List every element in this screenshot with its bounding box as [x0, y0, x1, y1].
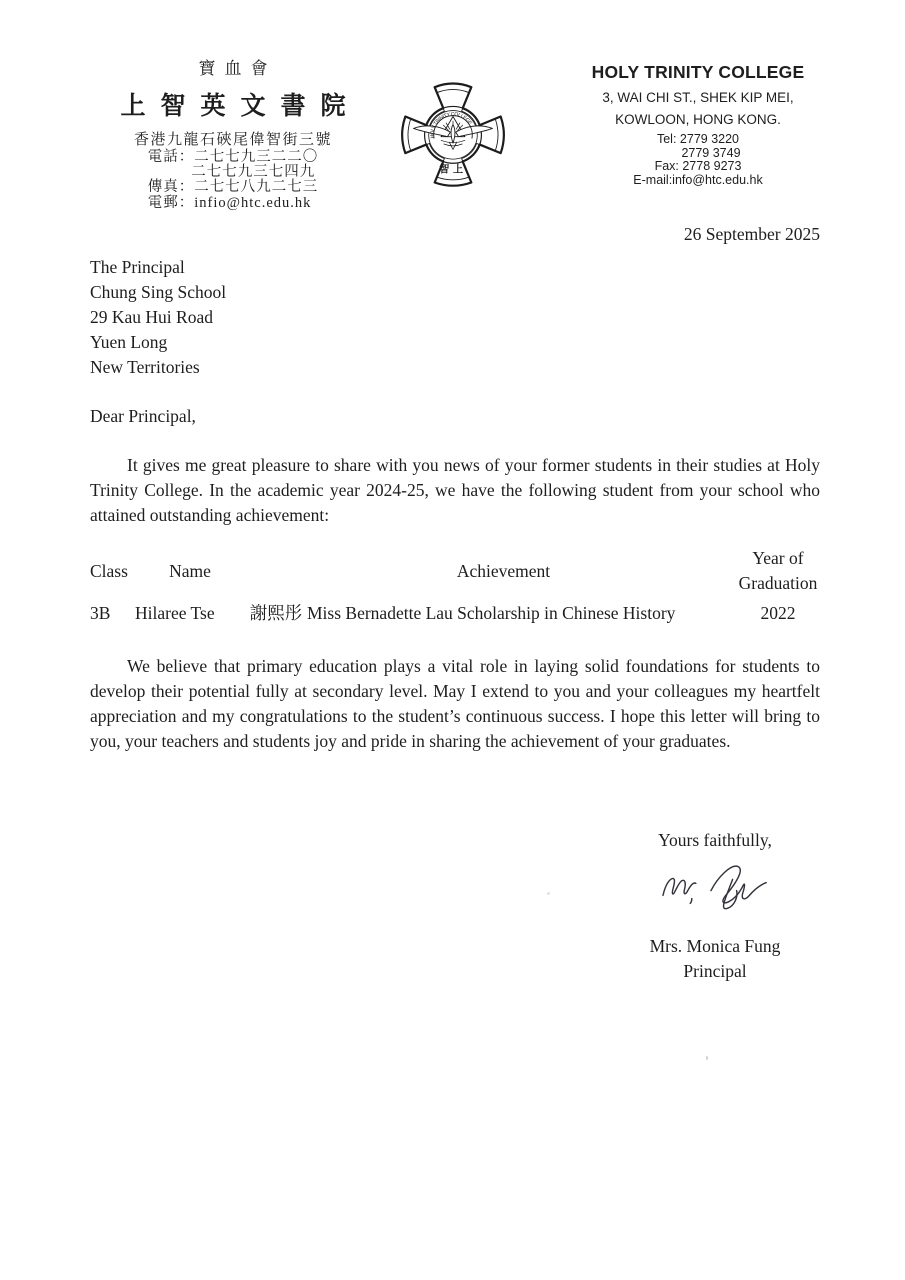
english-letterhead	[553, 62, 843, 187]
crest-dove-right-wing	[456, 126, 493, 137]
header-year-of-graduation	[700, 546, 820, 596]
body-paragraph-1: It gives me great pleasure to share with you news of your former students in their studies at Holy Trinity College. In the academic year 2024-25, we have the following student from your school who attained outstanding achievement:	[90, 455, 820, 525]
table-header-row	[90, 546, 820, 596]
recipient-line: The Principal	[90, 257, 185, 277]
cell-name-chinese: 謝熙彤	[249, 603, 303, 623]
english-address	[553, 87, 843, 131]
english-contact-block	[553, 133, 843, 187]
chinese-tel-line-1: 電話：二七七九三二二〇	[147, 149, 319, 165]
english-school-name: HOLY TRINITY COLLEGE	[591, 62, 805, 82]
header-year-line-2: Graduation	[738, 573, 818, 593]
english-address-line-2: KOWLOON, HONG KONG.	[615, 112, 781, 127]
chinese-contact-block	[148, 150, 319, 211]
english-tel-line-2: 2779 3749	[681, 145, 741, 160]
signer-name: Mrs. Monica Fung	[649, 936, 781, 956]
chinese-fax-line: 傳真：二七七八九二七三	[147, 179, 319, 196]
english-tel-line-1: Tel: 2779 3220	[656, 132, 739, 146]
chinese-email-line: 電郵：infio@htc.edu.hk	[147, 194, 312, 211]
signature	[655, 857, 775, 917]
cell-year: 2022	[760, 603, 796, 623]
chinese-letterhead	[78, 54, 388, 212]
english-fax-line: Fax: 2778 9273	[654, 159, 742, 173]
scan-speck	[547, 892, 550, 895]
crest-arc-text: HOLY TRINITY COLLEGE	[429, 111, 473, 139]
scan-speck	[706, 1056, 708, 1060]
salutation: Dear Principal,	[90, 406, 196, 426]
recipient-line: Chung Sing School	[90, 282, 227, 302]
cell-class: 3B	[90, 603, 111, 623]
closing-block	[595, 828, 835, 984]
chinese-organization: 寶血會	[198, 59, 277, 78]
body-paragraph-2: We believe that primary education plays a vital role in laying solid foundations for students to develop their potential fully at secondary level. May I extend to you and your colleagues my heartfelt appreciation and my congratulations to the student’s continuous success. I hope this letter will bring to you, your teachers and students joy and pride in sharing the achievement of your graduates.	[90, 656, 820, 751]
school-crest-logo	[398, 76, 508, 190]
crest-bottom-text: 智上	[439, 164, 467, 176]
crest-dove-body	[451, 125, 455, 143]
signer-title: Principal	[683, 961, 747, 981]
closing-phrase: Yours faithfully,	[658, 830, 772, 850]
header-year-line-1: Year of	[752, 548, 804, 568]
chinese-address: 香港九龍石硤尾偉智街三號	[133, 132, 332, 148]
chinese-tel-line-2: 二七七九三七四九	[191, 164, 316, 181]
cell-name-english: Hilaree Tse	[135, 603, 215, 623]
header-class: Class	[90, 560, 128, 581]
cell-achievement: Miss Bernadette Lau Scholarship in Chinese History	[307, 603, 676, 623]
table-row	[90, 601, 820, 626]
recipient-address	[90, 255, 820, 380]
header-name: Name	[169, 560, 211, 581]
achievement-table	[90, 546, 820, 626]
english-email-line: E-mail:info@htc.edu.hk	[633, 172, 763, 187]
letter-body	[90, 222, 820, 984]
letter-date: 26 September 2025	[683, 224, 820, 244]
recipient-line: New Territories	[90, 357, 200, 377]
english-address-line-1: 3, WAI CHI ST., SHEK KIP MEI,	[602, 90, 794, 105]
recipient-line: 29 Kau Hui Road	[90, 307, 213, 327]
recipient-line: Yuen Long	[90, 332, 168, 352]
header-achievement: Achievement	[456, 560, 551, 581]
chinese-school-name: 上智英文書院	[120, 93, 361, 120]
